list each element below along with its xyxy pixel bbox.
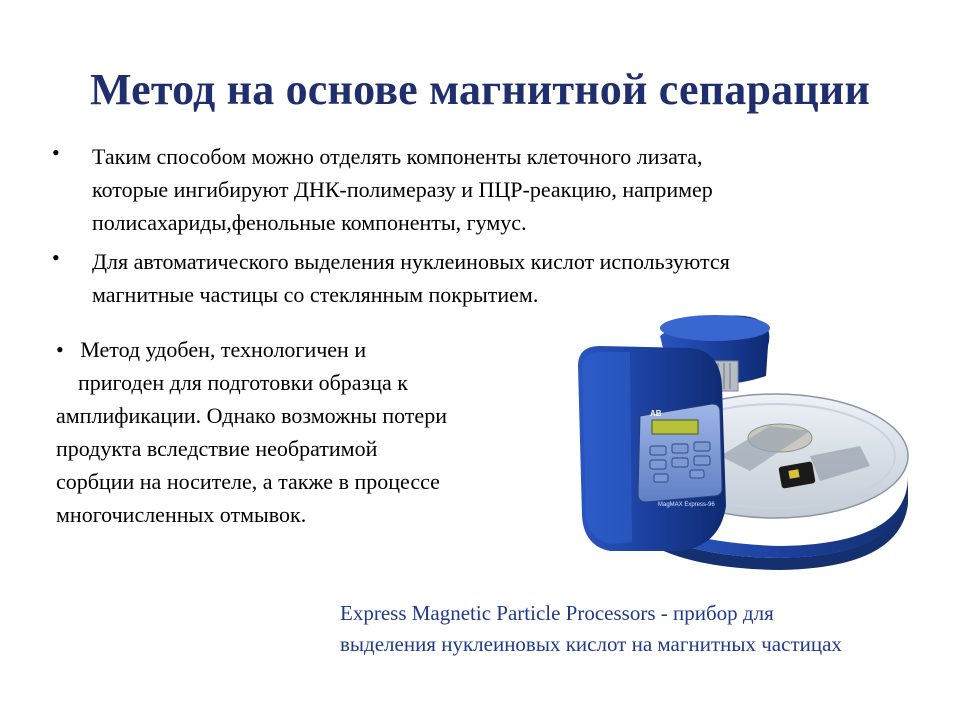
svg-text:MagMAX Express-96: MagMAX Express-96 bbox=[658, 502, 715, 508]
bullet-item bbox=[52, 140, 912, 239]
svg-text:AB: AB bbox=[650, 409, 662, 418]
description-line: сорбции на носителе, а также в процессе bbox=[56, 469, 440, 494]
device-image bbox=[570, 306, 920, 576]
bullet-list bbox=[52, 140, 912, 311]
bullet-marker: • bbox=[52, 140, 60, 165]
bullet-text: Таким способом можно отделять компоненты клеточного лизата, которые ингибируют ДНК-полимеразу и ПЦР-реакцию, например полисахариды,фенольные компоненты, гумус. bbox=[92, 144, 713, 235]
description-line: амплификации. Однако возможны потери bbox=[56, 403, 447, 428]
method-description bbox=[56, 333, 556, 531]
bullet-item bbox=[52, 245, 912, 311]
image-caption: Express Magnetic Particle Processors - прибор для выделения нуклеиновых кислот на магнитных частицах bbox=[340, 601, 842, 656]
description-line: пригоден для подготовки образца к bbox=[56, 370, 408, 395]
bullet-text: Для автоматического выделения нуклеиновых кислот используются магнитные частицы со стеклянным покрытием. bbox=[92, 249, 730, 307]
description-line: • Метод удобен, технологичен и bbox=[56, 337, 367, 362]
bullet-marker: • bbox=[52, 245, 60, 270]
description-line: многочисленных отмывок. bbox=[56, 502, 307, 527]
description-line: продукта вследствие необратимой bbox=[56, 436, 378, 461]
slide-title: Метод на основе магнитной сепарации bbox=[89, 65, 871, 114]
